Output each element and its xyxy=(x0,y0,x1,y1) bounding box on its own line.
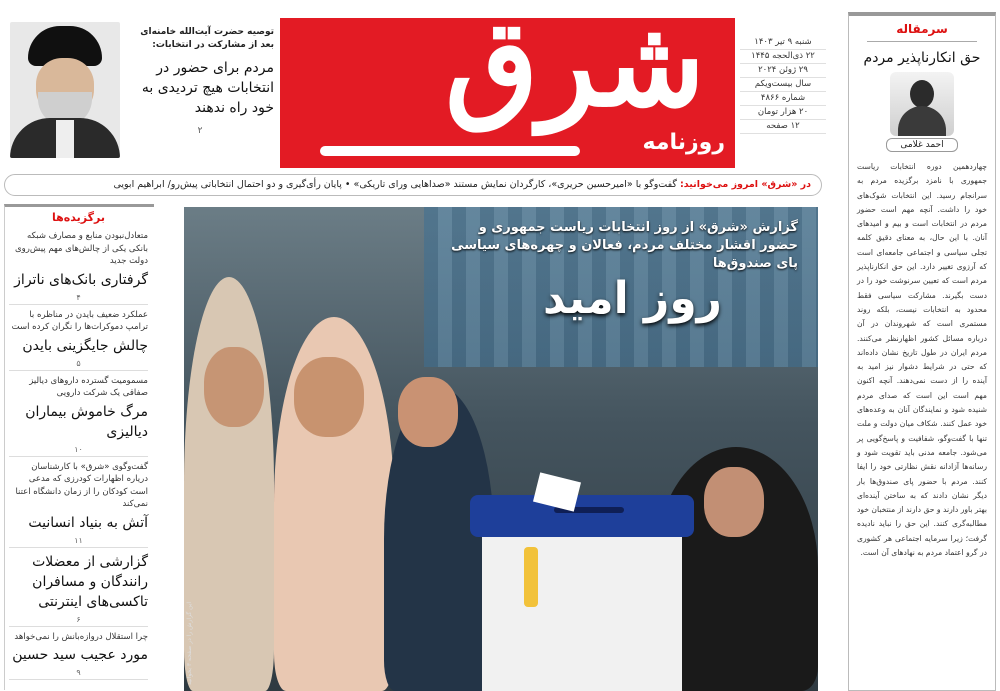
story-sub: چرا استقلال دروازه‌بانش را نمی‌خواهد xyxy=(14,631,148,642)
story-item[interactable] xyxy=(9,461,148,548)
story-title[interactable]: گرفتاری بانک‌های ناتراز xyxy=(14,271,148,288)
voter-figure xyxy=(184,277,274,691)
story-title[interactable]: چالش جایگزینی بایدن xyxy=(22,337,148,354)
voter-figure xyxy=(294,357,364,437)
page-number: ۱۰ xyxy=(9,444,148,457)
ticker-lead: در «شرق» امروز می‌خوانید: xyxy=(680,179,811,190)
story-title[interactable]: مرگ خاموش بیماران دیالیزی xyxy=(25,403,148,440)
author-name: احمد غلامی xyxy=(886,138,958,152)
main-photo-title[interactable]: روز امید xyxy=(542,273,722,324)
page-number: ۴ xyxy=(9,292,148,305)
story-sub: عملکرد ضعیف بایدن در مناظره با ترامپ دموکرات‌ها را نگران کرده است xyxy=(11,309,148,332)
story-item[interactable] xyxy=(9,631,148,681)
voter-figure xyxy=(398,377,458,447)
page-number: ۹ xyxy=(9,667,148,680)
voter-figure xyxy=(204,347,264,427)
issue-info xyxy=(740,36,826,134)
editorial-body: چهاردهمین دوره انتخابات ریاست جمهوری با نامزد برگزیده مردم به سرانجام رسید. این انتخابات شوک‌های خود را داشت. آنچه مهم است حضور مردم در انتخابات است و بیم و امیدهای آنان. با این حال، به معنای دقیق کلمه تجلی سیاسی و اجتماعی جامعه‌ای است که آرزوی تغییر دارد. این حق انکارناپذیر مردم است که تعیین سرنوشت خود را در دست بگیرند. مشارکت سیاسی فقط محدود به انتخابات نیست، بلکه روند مستمری است که شهروندان در آن درباره مسائل کشور اظهارنظر می‌کنند. مردم ایران در طول تاریخ نشان داده‌اند که حتی در شرایط دشوار نیز امید به آینده را از دست نمی‌دهند. آنچه اکنون مهم است این است که صدای مردم شنیده شود و نمایندگان آنان به وعده‌های خود عمل کنند. شکاف میان دولت و ملت تنها با گفت‌وگو، شفافیت و پاسخ‌گویی پر می‌شود. جامعه مدنی باید تقویت شود و رسانه‌ها آزادانه نقش نظارتی خود را ایفا کنند. مردم با حضور پای صندوق‌ها بار دیگر نشان دادند که به ساختن آینده‌ای بهتر باور دارند و حق دارند از منتخبان خود مطالبه‌گری کنند. این حق را نباید نادیده گرفت؛ زیرا سرمایه اجتماعی هر کشوری در گرو اعتماد مردم به نهادهای آن است. xyxy=(857,162,987,558)
author-photo xyxy=(890,72,954,136)
editorial-kicker: سرمقاله xyxy=(896,22,948,36)
issue-number: شماره ۴۸۶۶ xyxy=(740,92,826,106)
ticker-text[interactable]: گفت‌وگو با «امیرحسین حریری»، کارگردان نمایش مستند «صداهایی ورای تاریکی» • پایان رأی‌گیری و دو احتمال انتخاباتی پیش‌رو/ ابراهیم ابویی xyxy=(113,179,677,190)
ticker-bar xyxy=(4,174,822,196)
issue-date-hijri: ۲۲ ذی‌الحجه ۱۴۴۵ xyxy=(740,50,826,64)
photo-credit: این گزارش را در صفحه ۳ بخوانید xyxy=(186,602,193,685)
story-sub: گفت‌وگوی «شرق» با کارشناسان دریاره اظهارات کودرزی که مدعی است کودکان را از زمان دانشگاه اعتنا نمی‌کند xyxy=(15,461,148,509)
page-number: ۶ xyxy=(9,614,148,627)
leader-teaser-sub-1: توصیه حضرت آیت‌الله خامنه‌ای xyxy=(140,27,274,37)
main-photo[interactable] xyxy=(184,207,818,691)
issue-price: ۲۰ هزار تومان xyxy=(740,106,826,120)
story-item[interactable] xyxy=(9,375,148,457)
main-photo-kicker[interactable]: گزارش «شرق» از روز انتخابات ریاست جمهوری و حضور اقشار مختلف مردم، فعالان و چهره‌های سیاسی پای صندوق‌ها xyxy=(451,220,798,271)
issue-date-gregorian: ۲۹ ژوئن ۲۰۲۴ xyxy=(740,64,826,78)
leader-photo xyxy=(10,22,120,158)
masthead-logo: شرق xyxy=(445,18,705,134)
masthead-logo-small: روزنامه xyxy=(642,130,725,155)
story-sub: متعادل‌نبودن منابع و مصارف شبکه بانکی یکی از چالش‌های مهم پیش‌روی دولت جدید xyxy=(15,231,148,266)
voter-figure xyxy=(704,467,764,537)
editorial-headline[interactable]: حق انکارناپذیر مردم xyxy=(863,50,981,66)
story-title[interactable]: مورد عجیب سید حسین xyxy=(12,647,148,663)
story-item[interactable] xyxy=(9,230,148,305)
issue-date-persian: شنبه ۹ تیر ۱۴۰۳ xyxy=(740,36,826,50)
issue-pages: ۱۲ صفحه xyxy=(740,120,826,134)
highlights-kicker: برگزیده‌ها xyxy=(52,211,105,224)
story-title[interactable]: گزارشی از معضلات رانندگان و مسافران تاکسی‌های اینترنتی xyxy=(32,553,148,610)
page-number: ۵ xyxy=(9,358,148,371)
story-item[interactable] xyxy=(9,552,148,627)
ballot-box-lid xyxy=(470,495,694,537)
page-number: ۲ xyxy=(197,126,203,136)
leader-teaser-headline[interactable]: مردم برای حضور در انتخابات هیچ تردیدی به خود راه ندهند xyxy=(141,60,274,116)
story-title[interactable]: آتش به بنیاد انسانیت xyxy=(28,514,148,531)
story-item[interactable] xyxy=(9,309,148,371)
ballot-seal xyxy=(524,547,538,607)
story-sub: مسمومیت گسترده داروهای دیالیز صفاقی یک شرکت دارویی xyxy=(29,375,148,398)
leader-teaser-text xyxy=(126,26,274,136)
logo-swash xyxy=(320,146,580,156)
leader-teaser[interactable] xyxy=(6,22,274,164)
highlights-column xyxy=(4,204,154,690)
issue-year: سال بیست‌ویکم xyxy=(740,78,826,92)
masthead xyxy=(280,18,735,168)
editorial-column xyxy=(848,12,996,691)
divider xyxy=(867,41,977,42)
page-number: ۱۱ xyxy=(9,535,148,548)
leader-teaser-sub-2: بعد از مشارکت در انتخابات: xyxy=(152,40,274,50)
